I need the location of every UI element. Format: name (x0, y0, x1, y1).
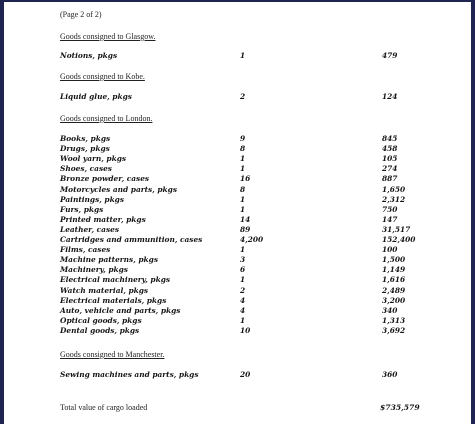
item-quantity: 1 (240, 245, 246, 255)
item-value: 1,149 (382, 265, 406, 275)
table-row (4, 51, 471, 61)
item-value: 147 (382, 214, 398, 224)
item-quantity: 20 (240, 370, 251, 379)
table-row (4, 326, 471, 336)
item-name: Books, pkgs (60, 134, 111, 143)
total-value: $735,579 (380, 403, 420, 412)
item-name: Dental goods, pkgs (60, 325, 140, 335)
section-title-london: Goods consigned to London. (60, 114, 153, 123)
item-quantity: 89 (240, 224, 251, 234)
item-name: Machine patterns, pkgs (60, 255, 158, 265)
table-row (4, 296, 471, 306)
item-value: 1,616 (382, 275, 406, 285)
item-value: 152,400 (382, 235, 416, 244)
item-name: Drugs, pkgs (60, 144, 110, 154)
item-name: Notions, pkgs (60, 51, 118, 60)
table-row (4, 215, 471, 225)
item-quantity: 1 (240, 154, 246, 164)
item-quantity: 1 (240, 194, 246, 204)
item-value: 750 (382, 204, 398, 214)
item-quantity: 2 (240, 285, 246, 295)
table-row (4, 225, 471, 235)
table-row (4, 306, 471, 316)
item-value: 2,312 (382, 194, 406, 204)
section-title-manchester: Goods consigned to Manchester. (60, 350, 165, 359)
table-row (4, 134, 471, 144)
item-quantity: 1 (240, 204, 246, 214)
item-quantity: 4 (240, 295, 246, 305)
item-name: Motorcycles and parts, pkgs (60, 184, 177, 194)
item-name: Sewing machines and parts, pkgs (60, 370, 199, 379)
table-row (4, 255, 471, 265)
item-quantity: 8 (240, 144, 246, 154)
item-name: Wool yarn, pkgs (60, 154, 127, 164)
item-value: 340 (382, 305, 398, 315)
item-name: Auto, vehicle and parts, pkgs (60, 305, 181, 315)
item-name: Electrical machinery, pkgs (60, 275, 171, 285)
table-row (4, 370, 471, 380)
item-value: 1,313 (382, 315, 406, 325)
item-name: Shoes, cases (60, 164, 112, 174)
item-value: 1,500 (382, 255, 406, 265)
page-label: (Page 2 of 2) (60, 10, 102, 19)
item-quantity: 1 (240, 315, 246, 325)
item-value: 3,200 (382, 295, 406, 305)
table-row (4, 316, 471, 326)
item-quantity: 4,200 (240, 235, 264, 244)
item-name: Optical goods, pkgs (60, 315, 142, 325)
table-row (4, 144, 471, 154)
item-name: Printed matter, pkgs (60, 214, 146, 224)
item-quantity: 2 (240, 92, 246, 101)
item-value: 274 (382, 164, 398, 174)
item-name: Liquid glue, pkgs (60, 92, 132, 101)
item-name: Films, cases (60, 245, 111, 255)
item-quantity: 1 (240, 164, 246, 174)
item-quantity: 6 (240, 265, 246, 275)
item-value: 2,489 (382, 285, 406, 295)
item-value: 887 (382, 174, 398, 184)
table-row (4, 245, 471, 255)
section-title-glasgow: Goods consigned to Glasgow. (60, 32, 156, 41)
item-name: Furs, pkgs (60, 204, 104, 214)
table-row (4, 195, 471, 205)
section-title-kobe: Goods consigned to Kobe. (60, 72, 145, 81)
item-value: 3,692 (382, 325, 406, 335)
item-quantity: 16 (240, 174, 251, 184)
item-quantity: 9 (240, 134, 246, 143)
item-quantity: 1 (240, 51, 246, 60)
item-value: 31,517 (382, 224, 411, 234)
item-name: Paintings, pkgs (60, 194, 125, 204)
table-row (4, 205, 471, 215)
item-quantity: 10 (240, 325, 251, 335)
item-quantity: 1 (240, 275, 246, 285)
table-row (4, 185, 471, 195)
item-value: 1,650 (382, 184, 406, 194)
item-name: Bronze powder, cases (60, 174, 150, 184)
item-quantity: 14 (240, 214, 251, 224)
item-value: 124 (382, 92, 398, 101)
item-name: Watch material, pkgs (60, 285, 149, 295)
item-quantity: 3 (240, 255, 246, 265)
item-value: 105 (382, 154, 398, 164)
table-row (4, 92, 471, 102)
total-label: Total value of cargo loaded (60, 403, 148, 412)
item-value: 845 (382, 134, 398, 143)
item-name: Electrical materials, pkgs (60, 295, 167, 305)
table-row (4, 235, 471, 245)
document-page (4, 2, 471, 424)
item-name: Machinery, pkgs (60, 265, 128, 275)
table-row (4, 174, 471, 184)
item-value: 360 (382, 370, 398, 379)
item-quantity: 4 (240, 305, 246, 315)
table-row (4, 164, 471, 174)
table-row (4, 265, 471, 275)
item-value: 100 (382, 245, 398, 255)
table-row (4, 275, 471, 285)
table-row (4, 154, 471, 164)
item-quantity: 8 (240, 184, 246, 194)
item-name: Cartridges and ammunition, cases (60, 235, 203, 244)
table-row (4, 286, 471, 296)
item-value: 479 (382, 51, 398, 60)
item-value: 458 (382, 144, 398, 154)
item-name: Leather, cases (60, 224, 119, 234)
